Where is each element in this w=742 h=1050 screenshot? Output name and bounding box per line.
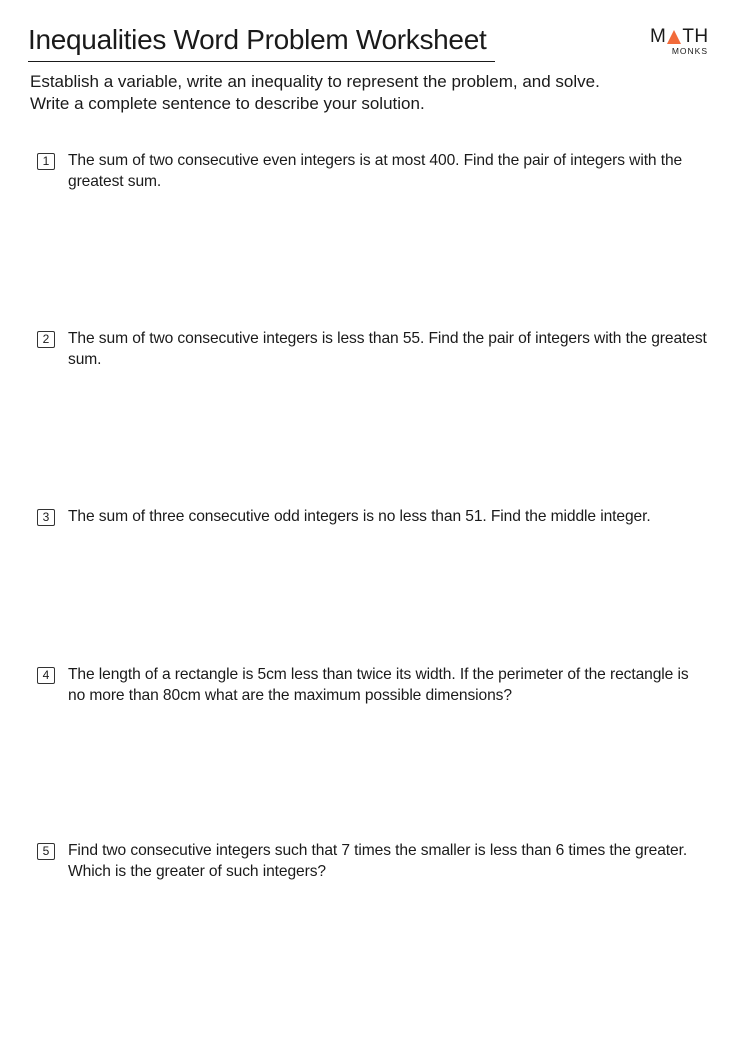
- instructions-line-1: Establish a variable, write an inequality to represent the problem, and solve.: [30, 72, 600, 91]
- instructions: [30, 71, 710, 115]
- instructions-line-2: Write a complete sentence to describe your solution.: [30, 94, 425, 113]
- problem-number-badge: 5: [37, 843, 55, 860]
- logo-letter-m: M: [650, 26, 667, 47]
- problem-number-badge: 4: [37, 667, 55, 684]
- problem-number-badge: 3: [37, 509, 55, 526]
- problem-text: The length of a rectangle is 5cm less than twice its width. If the perimeter of the rectangle is no more than 80cm what are the maximum possible dimensions?: [68, 666, 689, 704]
- problem-text: The sum of three consecutive odd integers is no less than 51. Find the middle integer.: [68, 508, 651, 525]
- page-title: Inequalities Word Problem Worksheet: [28, 24, 487, 55]
- title-underline: [28, 61, 495, 62]
- problem-text: Find two consecutive integers such that 7 times the smaller is less than 6 times the greater. Which is the greater of such integers?: [68, 842, 688, 880]
- problem-text: The sum of two consecutive integers is less than 55. Find the pair of integers with the greatest sum.: [68, 330, 707, 368]
- logo-letters-th: TH: [682, 26, 709, 47]
- logo-math-text: [650, 27, 709, 46]
- problem-number-badge: 2: [37, 331, 55, 348]
- logo-monks-text: MONKS: [671, 46, 708, 56]
- problem-text: The sum of two consecutive even integers is at most 400. Find the pair of integers with the greatest sum.: [68, 152, 683, 190]
- triangle-icon: [667, 30, 681, 44]
- problem-number-badge: 1: [37, 153, 55, 170]
- math-monks-logo: [650, 27, 712, 57]
